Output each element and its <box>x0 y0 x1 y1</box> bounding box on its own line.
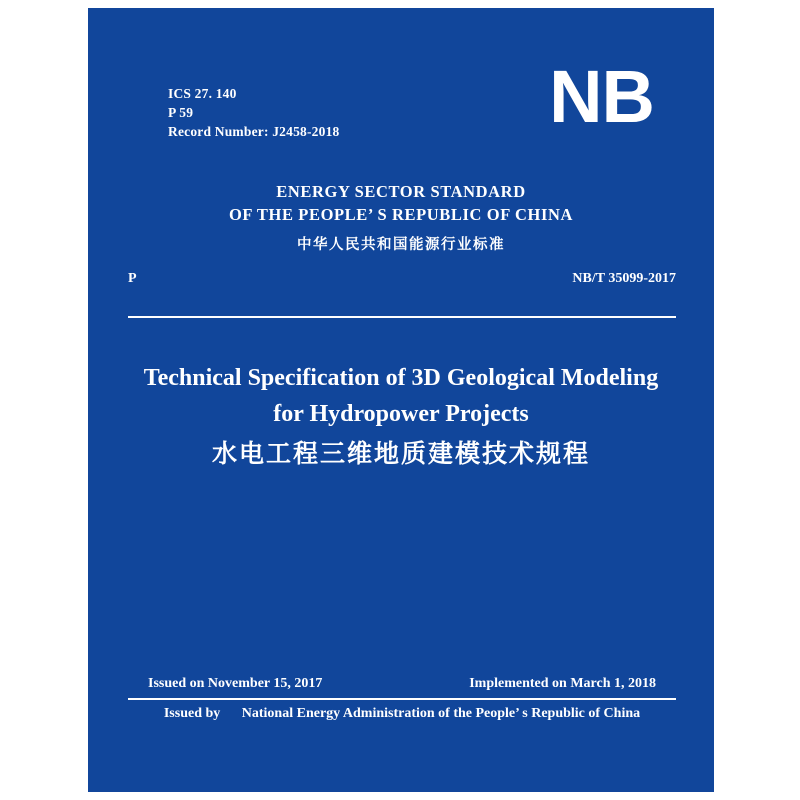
title-english-line1: Technical Specification of 3D Geological Modeling <box>143 365 659 391</box>
classification-letter: P <box>128 271 137 286</box>
issued-by-label: Issued by <box>163 706 221 721</box>
dates-row <box>148 676 656 692</box>
record-number: Record Number: J2458-2018 <box>168 124 340 139</box>
title-english <box>134 360 668 432</box>
code-row <box>128 271 676 287</box>
issuer-organization: National Energy Administration of the People’ s Republic of China <box>241 706 641 721</box>
divider-top <box>128 316 676 318</box>
divider-bottom <box>128 698 676 700</box>
standard-header-chinese: 中华人民共和国能源行业标准 <box>297 237 505 253</box>
title-english-line2: for Hydropower Projects <box>273 401 529 427</box>
implemented-date: Implemented on March 1, 2018 <box>469 676 656 691</box>
identification-block <box>168 84 339 141</box>
classification-code: P 59 <box>168 105 194 120</box>
standard-header-line1: ENERGY SECTOR STANDARD <box>276 182 526 201</box>
issuer-row <box>128 706 676 722</box>
standard-code: NB/T 35099-2017 <box>572 271 676 286</box>
nb-logo: NB <box>549 55 654 138</box>
standard-cover <box>88 8 714 792</box>
title-chinese: 水电工程三维地质建模技术规程 <box>211 439 590 468</box>
ics-number: ICS 27. 140 <box>168 86 237 101</box>
standard-header <box>88 180 714 254</box>
standard-header-line2: OF THE PEOPLE’ S REPUBLIC OF CHINA <box>228 205 574 224</box>
issued-date: Issued on November 15, 2017 <box>148 676 323 691</box>
